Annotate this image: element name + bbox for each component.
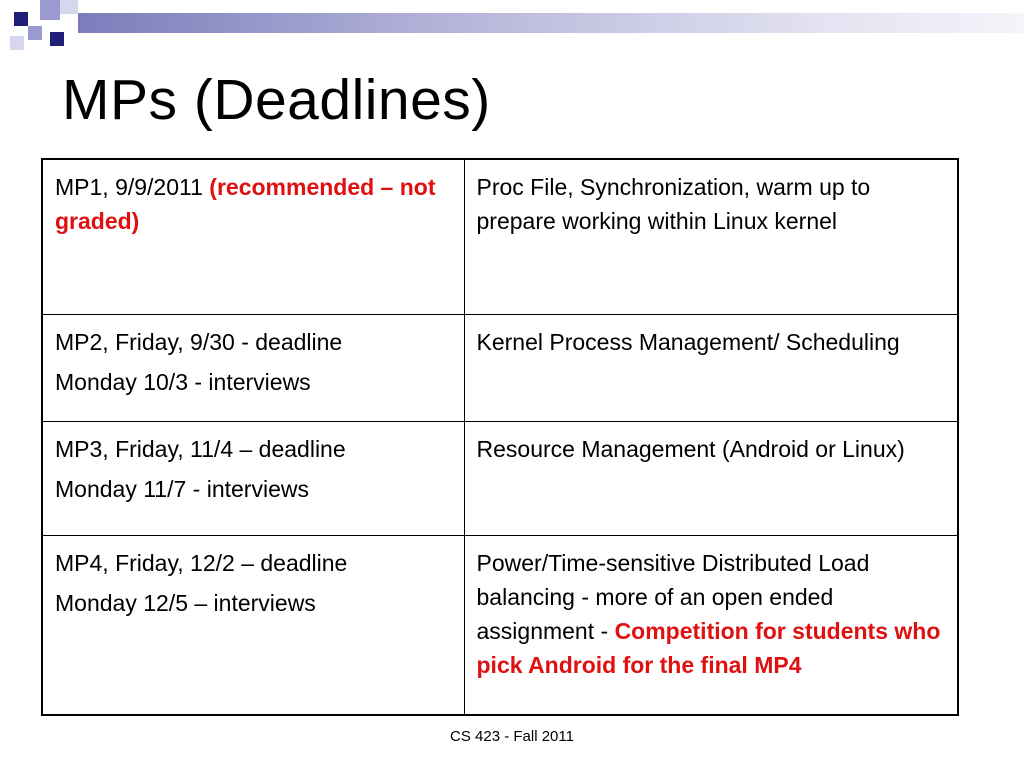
table-row xyxy=(42,159,958,314)
table-row xyxy=(42,421,958,535)
topic-text: Power/Time-sensitive Distributed Load balancing - more of an open ended assignment - xyxy=(476,549,870,644)
deadline-note: (recommended – not graded) xyxy=(55,174,436,234)
mp-deadline-cell xyxy=(42,314,464,421)
deadline-text: MP2, Friday, 9/30 - deadline xyxy=(55,328,343,355)
interview-text: Monday 11/7 - interviews xyxy=(55,475,309,502)
competition-note: Competition for students who pick Android for the final MP4 xyxy=(476,617,941,678)
deadline-text: MP1, 9/9/2011 xyxy=(55,174,210,200)
mp-topic-cell xyxy=(464,421,958,535)
mp-topic-cell xyxy=(464,314,958,421)
topic-text: Proc File, Synchronization, warm up to prepare working within Linux kernel xyxy=(476,174,871,234)
header-gradient-bar xyxy=(78,13,1024,33)
decor-square-light xyxy=(60,0,78,14)
mp-topic-cell xyxy=(464,535,958,715)
deadline-text: MP4, Friday, 12/2 – deadline xyxy=(55,549,348,576)
topic-text: Kernel Process Management/ Scheduling xyxy=(476,328,900,355)
interview-text: Monday 12/5 – interviews xyxy=(55,589,316,616)
table-row xyxy=(42,535,958,715)
mp-topic-cell xyxy=(464,159,958,314)
deadline-text: MP3, Friday, 11/4 – deadline xyxy=(55,435,346,462)
mp-deadline-cell xyxy=(42,535,464,715)
decor-square-mid xyxy=(40,0,60,20)
topic-text: Resource Management (Android or Linux) xyxy=(476,435,905,462)
slide-title: MPs (Deadlines) xyxy=(62,68,491,132)
decor-square-dark-2 xyxy=(50,32,64,46)
mp-deadline-cell xyxy=(42,159,464,314)
decor-square-dark xyxy=(14,12,28,26)
decor-square-light-2 xyxy=(10,36,24,50)
deadlines-table xyxy=(41,158,959,716)
table-row xyxy=(42,314,958,421)
slide-footer: CS 423 - Fall 2011 xyxy=(450,728,574,745)
mp-deadline-cell xyxy=(42,421,464,535)
interview-text: Monday 10/3 - interviews xyxy=(55,368,311,395)
decor-square-mid-2 xyxy=(28,26,42,40)
